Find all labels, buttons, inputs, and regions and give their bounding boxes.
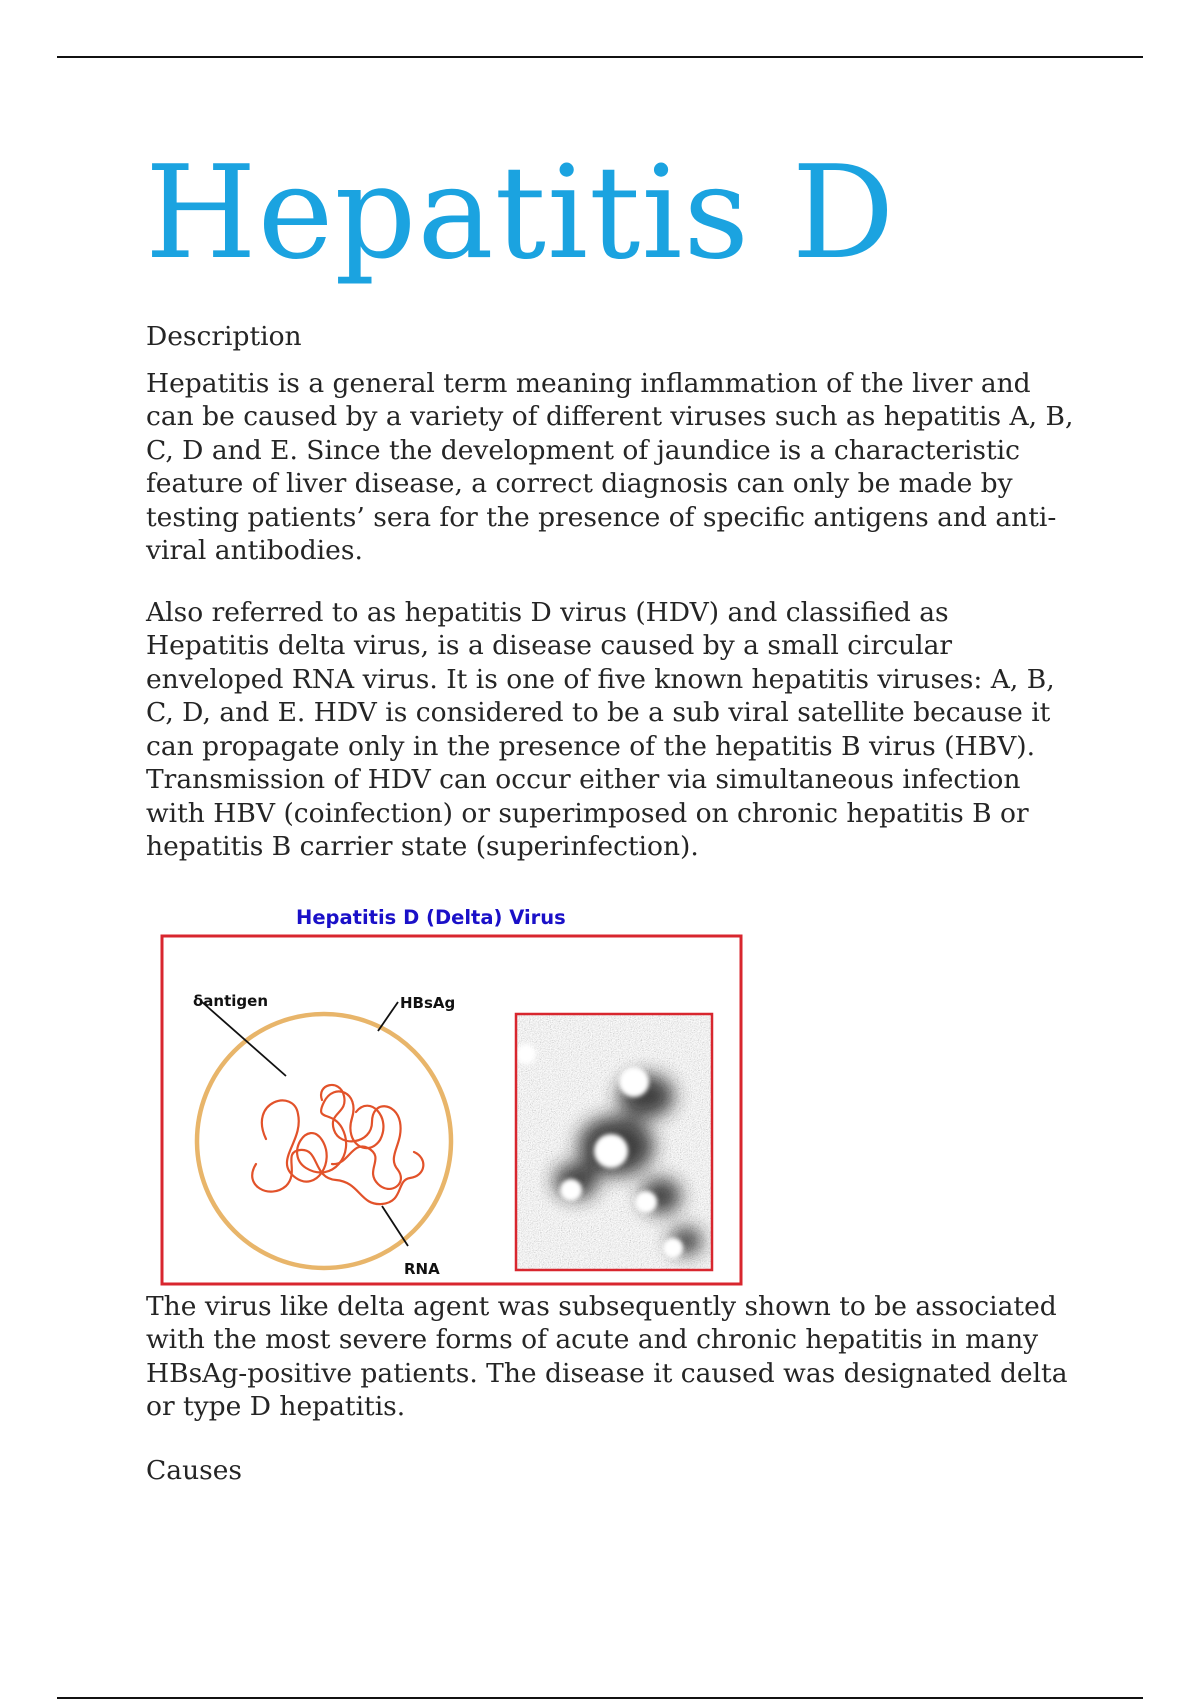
- page-title: Hepatitis D: [145, 139, 896, 288]
- top-rule: [57, 56, 1143, 58]
- hbsag-envelope: [197, 1014, 451, 1268]
- label-leaders: [202, 1002, 408, 1246]
- causes-heading: Causes: [146, 1454, 243, 1486]
- description-heading: Description: [146, 321, 302, 352]
- delta-antigen-label: δantigen: [193, 991, 269, 1010]
- bottom-rule: [57, 1697, 1143, 1699]
- hdv-figure: [146, 896, 746, 1296]
- rna-coil: [252, 1084, 423, 1203]
- figure-title: Hepatitis D (Delta) Virus: [296, 905, 566, 929]
- hdv-diagram: [146, 896, 746, 1296]
- paragraph-hdv: Also referred to as hepatitis D virus (HDV) and classified as Hepatitis delta virus, is a disease caused by a small circular enveloped RNA virus. It is one of five known hepatitis viruses: A, B, C, D, and E. HDV is considered to be a sub viral satellite because it can propagate only in the presence of the hepatitis B virus (HBV). Transmission of HDV can occur either via simultaneous infection with HBV (coinfection) or superimposed on chronic hepatitis B or hepatitis B carrier state (superinfection).: [146, 596, 1055, 862]
- paragraph-intro: Hepatitis is a general term meaning inflammation of the liver and can be caused by a variety of different viruses such as hepatitis A, B, C, D and E. Since the development of jaundice is a characteristic feature of liver disease, a correct diagnosis can only be made by testing patients’ sera for the presence of specific antigens and anti-viral antibodies.: [146, 367, 1074, 566]
- document-body: [146, 320, 1076, 1487]
- paragraph-delta-agent: The virus like delta agent was subsequently shown to be associated with the most severe forms of acute and chronic hepatitis in many HBsAg-positive patients. The disease it caused was designated delta or type D hepatitis.: [146, 1290, 1068, 1422]
- hbsag-label: HBsAg: [400, 993, 456, 1012]
- electron-micrograph: [516, 1014, 712, 1270]
- rna-label: RNA: [404, 1259, 440, 1278]
